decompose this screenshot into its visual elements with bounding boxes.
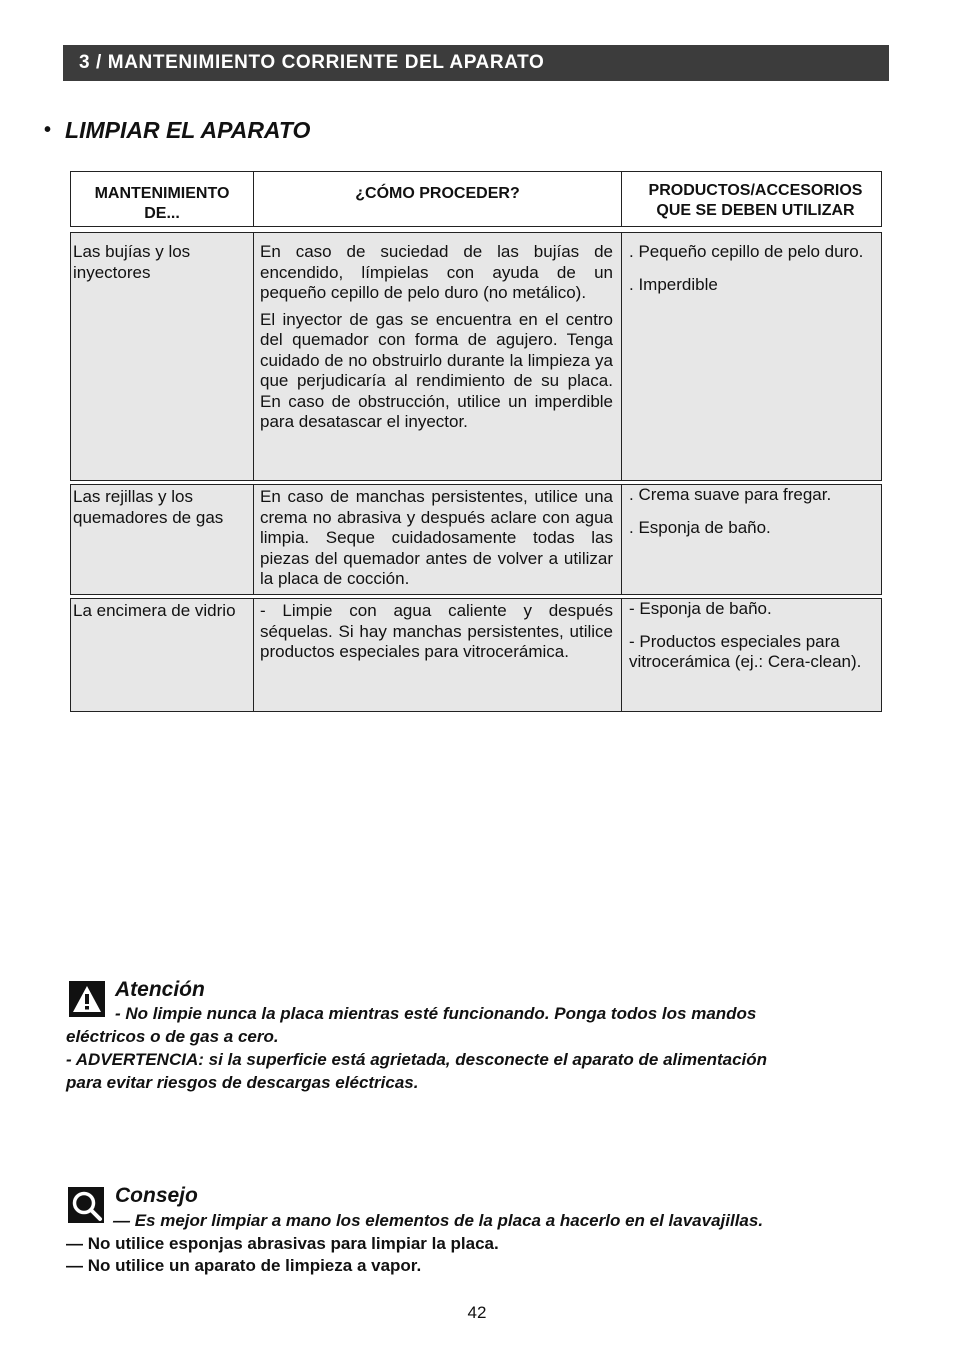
- section-header-bar: [63, 45, 889, 81]
- how-paragraph: En caso de suciedad de las bujías de encendido, límpielas con ayuda de un pequeño cepillo de pelo duro (no metálico).: [260, 242, 613, 302]
- tip-line: — Es mejor limpiar a mano los elementos de la placa a hacerlo en el lavavajillas.: [113, 1211, 764, 1230]
- tip-line: — No utilice un aparato de limpieza a vapor.: [66, 1256, 422, 1275]
- table-header-how: [253, 171, 622, 227]
- table-row-2-item: [70, 484, 254, 595]
- tip-line: — No utilice esponjas abrasivas para limpiar la placa.: [66, 1234, 499, 1253]
- header-label: ¿CÓMO PROCEDER?: [355, 185, 520, 202]
- product-item: . Crema suave para fregar.: [629, 485, 832, 504]
- product-item: . Esponja de baño.: [629, 517, 771, 537]
- header-label: PRODUCTOS/ACCESORIOS QUE SE DEBEN UTILIZAR: [648, 182, 863, 219]
- attention-line: eléctricos o de gas a cero.: [66, 1027, 279, 1046]
- table-row-1-how: [253, 232, 622, 481]
- table-row-1-item: [70, 232, 254, 481]
- table-header-maintenance: [70, 171, 254, 227]
- how-paragraph: En caso de manchas persistentes, utilice una crema no abrasiva y después aclare con agua limpia. Seque cuidadosamente todas las piezas del quemador antes de volver a utilizar la placa de cocción.: [260, 487, 613, 588]
- attention-line: - No limpie nunca la placa mientras esté funcionando. Ponga todos los mandos: [115, 1004, 757, 1023]
- product-item: - Productos especiales para vitrocerámica (ej.: Cera-clean).: [629, 631, 862, 671]
- attention-line: para evitar riesgos de descargas eléctricas.: [66, 1073, 419, 1092]
- header-label: MANTENIMIENTO DE...: [94, 185, 230, 222]
- attention-title: Atención: [115, 978, 205, 1001]
- bullet: •: [44, 119, 52, 141]
- attention-line: - ADVERTENCIA: si la superficie está agrietada, desconecte el aparato de alimentación: [66, 1050, 768, 1069]
- how-paragraph: El inyector de gas se encuentra en el centro del quemador con forma de agujero. Tenga cuidado de no obstruirlo durante la limpieza ya que perjudicaría al rendimiento de su placa. En caso de obstrucción, utilice un imperdible para desatascar el inyector.: [260, 309, 613, 431]
- product-item: - Esponja de baño.: [629, 599, 772, 618]
- table-row-2-products: [621, 484, 882, 595]
- table-row-3-how: [253, 598, 622, 712]
- how-paragraph: - Limpie con agua caliente y después séquelas. Si hay manchas persistentes, utilice productos especiales para vitrocerámica.: [260, 601, 613, 661]
- page-number: 42: [467, 1303, 487, 1322]
- table-row-3-item: [70, 598, 254, 712]
- table-row-3-products: [621, 598, 882, 712]
- section-header-title: 3 / MANTENIMIENTO CORRIENTE DEL APARATO: [79, 52, 545, 73]
- table-header-products: [621, 171, 882, 227]
- cell-text: Las bujías y los inyectores: [73, 242, 191, 282]
- cell-text: Las rejillas y los quemadores de gas: [73, 487, 224, 527]
- cell-text: La encimera de vidrio: [73, 601, 236, 620]
- magnifier-icon: [68, 1187, 104, 1223]
- product-item: . Pequeño cepillo de pelo duro.: [629, 242, 864, 261]
- table-row-2-how: [253, 484, 622, 595]
- tip-title: Consejo: [115, 1184, 198, 1207]
- table-row-1-products: [621, 232, 882, 481]
- subsection-title: [44, 117, 310, 144]
- subsection-title-text: LIMPIAR EL APARATO: [65, 117, 311, 143]
- product-item: . Imperdible: [629, 274, 718, 294]
- warning-triangle-icon: [69, 981, 105, 1017]
